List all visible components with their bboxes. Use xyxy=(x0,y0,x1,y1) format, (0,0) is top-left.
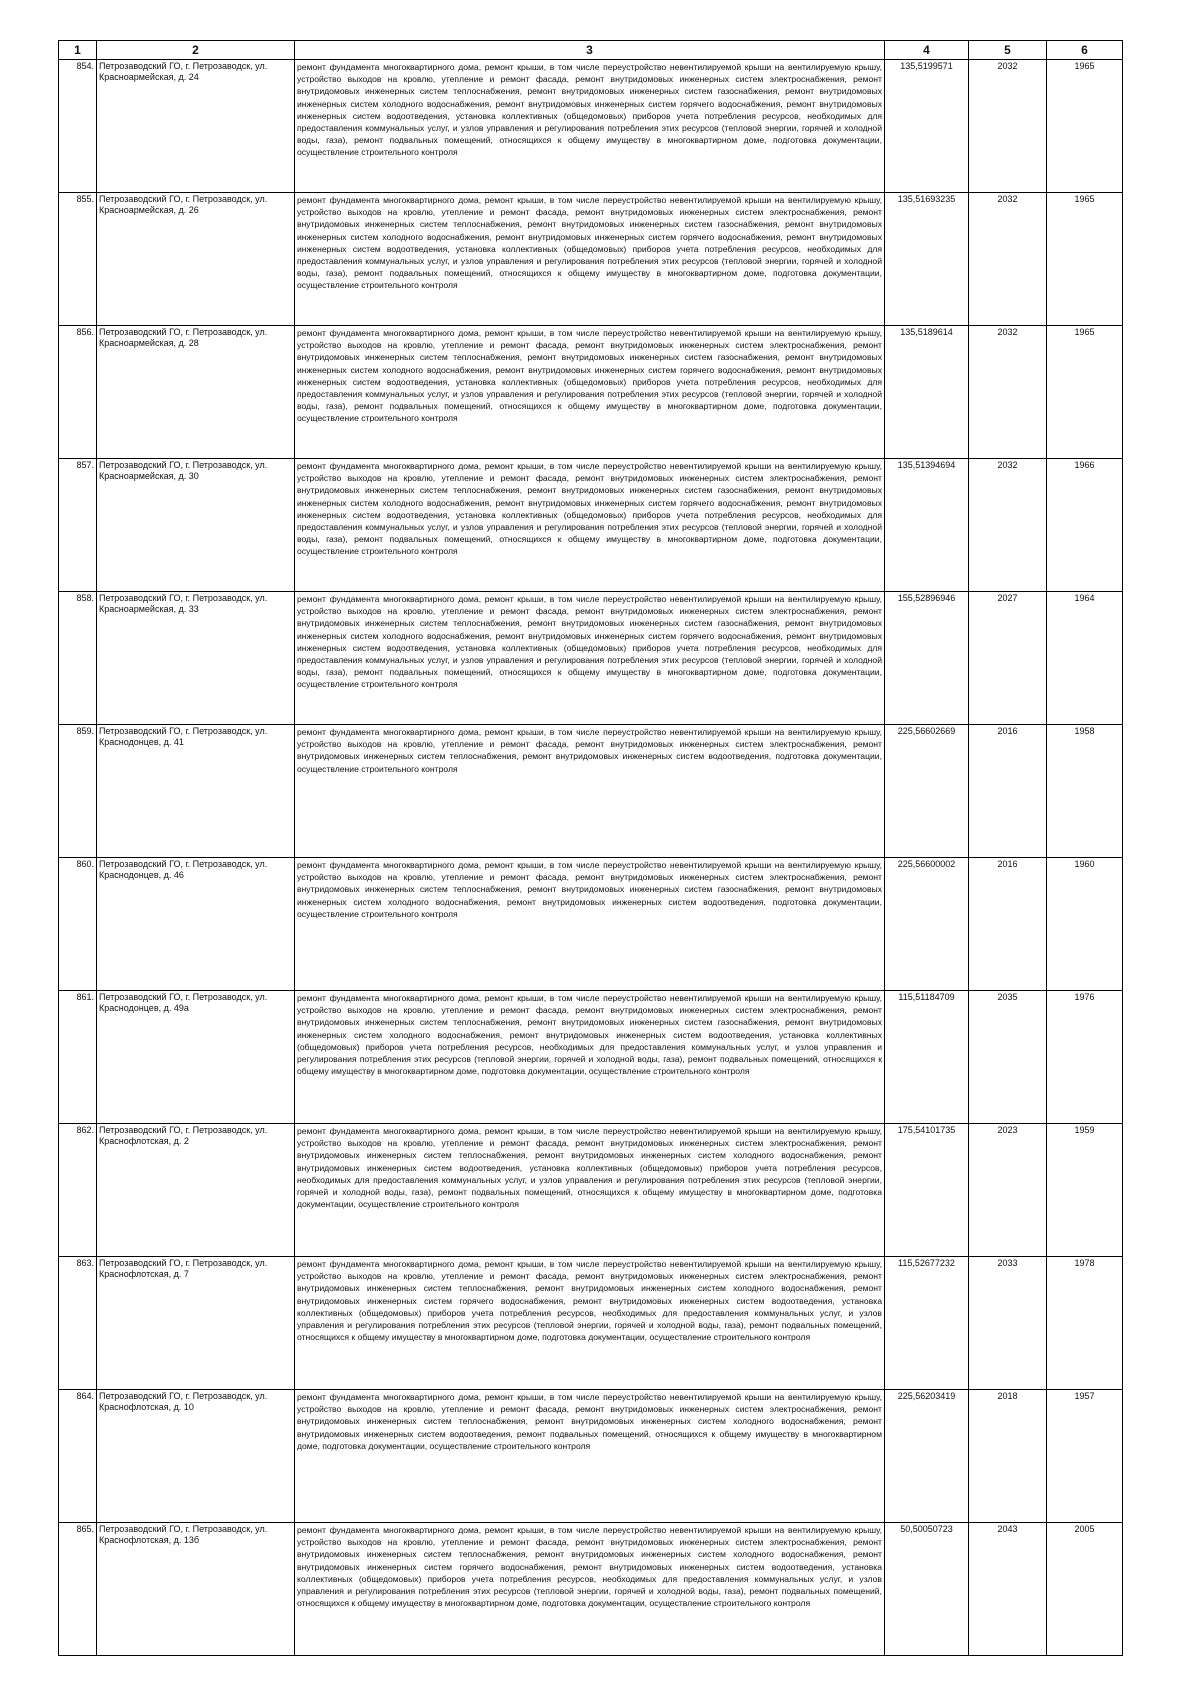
cost-cell: 135,5199571 xyxy=(885,60,969,193)
planned-year-cell: 2033 xyxy=(969,1257,1047,1390)
build-year-cell: 1957 xyxy=(1047,1390,1123,1523)
cost-cell: 115,51184709 xyxy=(885,991,969,1124)
planned-year-cell: 2032 xyxy=(969,459,1047,592)
address-cell: Петрозаводский ГО, г. Петрозаводск, ул. Краснофлотская, д. 2 xyxy=(97,1124,295,1257)
build-year-cell: 1978 xyxy=(1047,1257,1123,1390)
address-cell: Петрозаводский ГО, г. Петрозаводск, ул. Краснофлотская, д. 13б xyxy=(97,1523,295,1656)
cost-cell: 115,52677232 xyxy=(885,1257,969,1390)
works-list-cell: ремонт фундамента многоквартирного дома, ремонт крыши, в том числе переустройство невентилируемой крыши на вентилируемую крышу, устройство выходов на кровлю, утепление и ремонт фасада, ремонт внутридомовых инженерных систем электроснабжения, ремонт внутридомовых инженерных систем теплоснабжения, ремонт внутридомовых инженерных систем холодного водоснабжения, ремонт внутридомовых инженерных систем водоотведения, ремонт подвальных помещений, относящихся к общему имуществу в многоквартирном доме, подготовка документации, осуществление строительного контроля xyxy=(295,1390,885,1523)
planned-year-cell: 2043 xyxy=(969,1523,1047,1656)
works-list-cell: ремонт фундамента многоквартирного дома, ремонт крыши, в том числе переустройство невентилируемой крыши на вентилируемую крышу, устройство выходов на кровлю, утепление и ремонт фасада, ремонт внутридомовых инженерных систем электроснабжения, ремонт внутридомовых инженерных систем теплоснабжения, ремонт внутридомовых инженерных систем холодного водоснабжения, ремонт внутридомовых инженерных систем водоотведения, установка коллективных (общедомовых) приборов учета потребления ресурсов, необходимых для предоставления коммунальных услуг, и узлов управления и регулирования потребления этих ресурсов (тепловой энергии, горячей и холодной воды, газа), ремонт подвальных помещений, относящихся к общему имуществу в многоквартирном доме, подготовка документации, осуществление строительного контроля xyxy=(295,1124,885,1257)
works-list-cell: ремонт фундамента многоквартирного дома, ремонт крыши, в том числе переустройство невентилируемой крыши на вентилируемую крышу, устройство выходов на кровлю, утепление и ремонт фасада, ремонт внутридомовых инженерных систем электроснабжения, ремонт внутридомовых инженерных систем теплоснабжения, ремонт внутридомовых инженерных систем газоснабжения, ремонт внутридомовых инженерных систем холодного водоснабжения, ремонт внутридомовых инженерных систем горячего водоснабжения, ремонт внутридомовых инженерных систем водоотведения, установка коллективных (общедомовых) приборов учета потребления ресурсов, необходимых для предоставления коммунальных услуг, и узлов управления и регулирования потребления этих ресурсов (тепловой энергии, горячей и холодной воды, газа), ремонт подвальных помещений, относящихся к общему имуществу в многоквартирном доме, подготовка документации, осуществление строительного контроля xyxy=(295,193,885,326)
planned-year-cell: 2023 xyxy=(969,1124,1047,1257)
cost-cell: 155,52896946 xyxy=(885,592,969,725)
build-year-cell: 1958 xyxy=(1047,725,1123,858)
table-row xyxy=(59,991,1123,1124)
address-cell: Петрозаводский ГО, г. Петрозаводск, ул. Красноармейская, д. 26 xyxy=(97,193,295,326)
row-number-cell: 859. xyxy=(59,725,97,858)
row-number-cell: 863. xyxy=(59,1257,97,1390)
row-number-cell: 861. xyxy=(59,991,97,1124)
cost-cell: 225,56203419 xyxy=(885,1390,969,1523)
works-list-cell: ремонт фундамента многоквартирного дома, ремонт крыши, в том числе переустройство невентилируемой крыши на вентилируемую крышу, устройство выходов на кровлю, утепление и ремонт фасада, ремонт внутридомовых инженерных систем электроснабжения, ремонт внутридомовых инженерных систем теплоснабжения, ремонт внутридомовых инженерных систем холодного водоснабжения, ремонт внутридомовых инженерных систем горячего водоснабжения, ремонт внутридомовых инженерных систем водоотведения, установка коллективных (общедомовых) приборов учета потребления ресурсов, необходимых для предоставления коммунальных услуг, и узлов управления и регулирования потребления этих ресурсов (тепловой энергии, горячей и холодной воды, газа), ремонт подвальных помещений, относящихся к общему имуществу в многоквартирном доме, подготовка документации, осуществление строительного контроля xyxy=(295,1523,885,1656)
address-cell: Петрозаводский ГО, г. Петрозаводск, ул. Красноармейская, д. 33 xyxy=(97,592,295,725)
planned-year-cell: 2027 xyxy=(969,592,1047,725)
table-row xyxy=(59,1523,1123,1656)
planned-year-cell: 2032 xyxy=(969,193,1047,326)
table-row xyxy=(59,60,1123,193)
address-cell: Петрозаводский ГО, г. Петрозаводск, ул. Красноармейская, д. 30 xyxy=(97,459,295,592)
row-number-cell: 855. xyxy=(59,193,97,326)
cost-cell: 135,5189614 xyxy=(885,326,969,459)
planned-year-cell: 2035 xyxy=(969,991,1047,1124)
planned-year-cell: 2016 xyxy=(969,858,1047,991)
column-header-4: 4 xyxy=(885,41,969,60)
works-list-cell: ремонт фундамента многоквартирного дома, ремонт крыши, в том числе переустройство невентилируемой крыши на вентилируемую крышу, устройство выходов на кровлю, утепление и ремонт фасада, ремонт внутридомовых инженерных систем электроснабжения, ремонт внутридомовых инженерных систем теплоснабжения, ремонт внутридомовых инженерных систем газоснабжения, ремонт внутридомовых инженерных систем холодного водоснабжения, ремонт внутридомовых инженерных систем горячего водоснабжения, ремонт внутридомовых инженерных систем водоотведения, установка коллективных (общедомовых) приборов учета потребления ресурсов, необходимых для предоставления коммунальных услуг, и узлов управления и регулирования потребления этих ресурсов (тепловой энергии, горячей и холодной воды, газа), ремонт подвальных помещений, относящихся к общему имуществу в многоквартирном доме, подготовка документации, осуществление строительного контроля xyxy=(295,60,885,193)
build-year-cell: 1965 xyxy=(1047,60,1123,193)
works-list-cell: ремонт фундамента многоквартирного дома, ремонт крыши, в том числе переустройство невентилируемой крыши на вентилируемую крышу, устройство выходов на кровлю, утепление и ремонт фасада, ремонт внутридомовых инженерных систем электроснабжения, ремонт внутридомовых инженерных систем теплоснабжения, ремонт внутридомовых инженерных систем газоснабжения, ремонт внутридомовых инженерных систем холодного водоснабжения, ремонт внутридомовых инженерных систем горячего водоснабжения, ремонт внутридомовых инженерных систем водоотведения, установка коллективных (общедомовых) приборов учета потребления ресурсов, необходимых для предоставления коммунальных услуг, и узлов управления и регулирования потребления этих ресурсов (тепловой энергии, горячей и холодной воды, газа), ремонт подвальных помещений, относящихся к общему имуществу в многоквартирном доме, подготовка документации, осуществление строительного контроля xyxy=(295,592,885,725)
column-header-6: 6 xyxy=(1047,41,1123,60)
works-list-cell: ремонт фундамента многоквартирного дома, ремонт крыши, в том числе переустройство невентилируемой крыши на вентилируемую крышу, устройство выходов на кровлю, утепление и ремонт фасада, ремонт внутридомовых инженерных систем электроснабжения, ремонт внутридомовых инженерных систем теплоснабжения, ремонт внутридомовых инженерных систем газоснабжения, ремонт внутридомовых инженерных систем холодного водоснабжения, ремонт внутридомовых инженерных систем водоотведения, подготовка документации, осуществление строительного контроля xyxy=(295,858,885,991)
planned-year-cell: 2032 xyxy=(969,326,1047,459)
row-number-cell: 864. xyxy=(59,1390,97,1523)
row-number-cell: 854. xyxy=(59,60,97,193)
address-cell: Петрозаводский ГО, г. Петрозаводск, ул. Красноармейская, д. 24 xyxy=(97,60,295,193)
table-row xyxy=(59,326,1123,459)
table-row xyxy=(59,193,1123,326)
column-header-1: 1 xyxy=(59,41,97,60)
row-number-cell: 865. xyxy=(59,1523,97,1656)
table-row xyxy=(59,1390,1123,1523)
table-body xyxy=(59,60,1123,1656)
row-number-cell: 856. xyxy=(59,326,97,459)
planned-year-cell: 2018 xyxy=(969,1390,1047,1523)
build-year-cell: 1976 xyxy=(1047,991,1123,1124)
build-year-cell: 2005 xyxy=(1047,1523,1123,1656)
row-number-cell: 862. xyxy=(59,1124,97,1257)
row-number-cell: 860. xyxy=(59,858,97,991)
build-year-cell: 1959 xyxy=(1047,1124,1123,1257)
build-year-cell: 1960 xyxy=(1047,858,1123,991)
table-row xyxy=(59,725,1123,858)
build-year-cell: 1965 xyxy=(1047,326,1123,459)
table-row xyxy=(59,858,1123,991)
cost-cell: 135,51693235 xyxy=(885,193,969,326)
cost-cell: 225,56600002 xyxy=(885,858,969,991)
row-number-cell: 858. xyxy=(59,592,97,725)
cost-cell: 135,51394694 xyxy=(885,459,969,592)
row-number-cell: 857. xyxy=(59,459,97,592)
cost-cell: 225,56602669 xyxy=(885,725,969,858)
build-year-cell: 1964 xyxy=(1047,592,1123,725)
table-row xyxy=(59,459,1123,592)
table-row xyxy=(59,1257,1123,1390)
address-cell: Петрозаводский ГО, г. Петрозаводск, ул. Краснофлотская, д. 10 xyxy=(97,1390,295,1523)
cost-cell: 175,54101735 xyxy=(885,1124,969,1257)
table-row xyxy=(59,1124,1123,1257)
works-list-cell: ремонт фундамента многоквартирного дома, ремонт крыши, в том числе переустройство невентилируемой крыши на вентилируемую крышу, устройство выходов на кровлю, утепление и ремонт фасада, ремонт внутридомовых инженерных систем электроснабжения, ремонт внутридомовых инженерных систем теплоснабжения, ремонт внутридомовых инженерных систем газоснабжения, ремонт внутридомовых инженерных систем холодного водоснабжения, ремонт внутридомовых инженерных систем водоотведения, установка коллективных (общедомовых) приборов учета потребления ресурсов, необходимых для предоставления коммунальных услуг, и узлов управления и регулирования потребления этих ресурсов (тепловой энергии, горячей и холодной воды, газа), ремонт подвальных помещений, относящихся к общему имуществу в многоквартирном доме, подготовка документации, осуществление строительного контроля xyxy=(295,991,885,1124)
cost-cell: 50,50050723 xyxy=(885,1523,969,1656)
column-header-2: 2 xyxy=(97,41,295,60)
planned-year-cell: 2016 xyxy=(969,725,1047,858)
header-row xyxy=(59,41,1123,60)
works-list-cell: ремонт фундамента многоквартирного дома, ремонт крыши, в том числе переустройство невентилируемой крыши на вентилируемую крышу, устройство выходов на кровлю, утепление и ремонт фасада, ремонт внутридомовых инженерных систем электроснабжения, ремонт внутридомовых инженерных систем теплоснабжения, ремонт внутридомовых инженерных систем газоснабжения, ремонт внутридомовых инженерных систем холодного водоснабжения, ремонт внутридомовых инженерных систем горячего водоснабжения, ремонт внутридомовых инженерных систем водоотведения, установка коллективных (общедомовых) приборов учета потребления ресурсов, необходимых для предоставления коммунальных услуг, и узлов управления и регулирования потребления этих ресурсов (тепловой энергии, горячей и холодной воды, газа), ремонт подвальных помещений, относящихся к общему имуществу в многоквартирном доме, подготовка документации, осуществление строительного контроля xyxy=(295,326,885,459)
column-header-5: 5 xyxy=(969,41,1047,60)
works-list-cell: ремонт фундамента многоквартирного дома, ремонт крыши, в том числе переустройство невентилируемой крыши на вентилируемую крышу, устройство выходов на кровлю, утепление и ремонт фасада, ремонт внутридомовых инженерных систем электроснабжения, ремонт внутридомовых инженерных систем теплоснабжения, ремонт внутридомовых инженерных систем газоснабжения, ремонт внутридомовых инженерных систем холодного водоснабжения, ремонт внутридомовых инженерных систем горячего водоснабжения, ремонт внутридомовых инженерных систем водоотведения, установка коллективных (общедомовых) приборов учета потребления ресурсов, необходимых для предоставления коммунальных услуг, и узлов управления и регулирования потребления этих ресурсов (тепловой энергии, горячей и холодной воды, газа), ремонт подвальных помещений, относящихся к общему имуществу в многоквартирном доме, подготовка документации, осуществление строительного контроля xyxy=(295,459,885,592)
build-year-cell: 1965 xyxy=(1047,193,1123,326)
address-cell: Петрозаводский ГО, г. Петрозаводск, ул. Краснодонцев, д. 41 xyxy=(97,725,295,858)
table-row xyxy=(59,592,1123,725)
address-cell: Петрозаводский ГО, г. Петрозаводск, ул. Краснодонцев, д. 46 xyxy=(97,858,295,991)
works-list-cell: ремонт фундамента многоквартирного дома, ремонт крыши, в том числе переустройство невентилируемой крыши на вентилируемую крышу, устройство выходов на кровлю, утепление и ремонт фасада, ремонт внутридомовых инженерных систем электроснабжения, ремонт внутридомовых инженерных систем теплоснабжения, ремонт внутридомовых инженерных систем водоотведения, подготовка документации, осуществление строительного контроля xyxy=(295,725,885,858)
address-cell: Петрозаводский ГО, г. Петрозаводск, ул. Краснодонцев, д. 49а xyxy=(97,991,295,1124)
address-cell: Петрозаводский ГО, г. Петрозаводск, ул. Краснофлотская, д. 7 xyxy=(97,1257,295,1390)
table-header xyxy=(59,41,1123,60)
build-year-cell: 1966 xyxy=(1047,459,1123,592)
column-header-3: 3 xyxy=(295,41,885,60)
address-cell: Петрозаводский ГО, г. Петрозаводск, ул. Красноармейская, д. 28 xyxy=(97,326,295,459)
planned-year-cell: 2032 xyxy=(969,60,1047,193)
housing-repair-table xyxy=(58,40,1123,1656)
works-list-cell: ремонт фундамента многоквартирного дома, ремонт крыши, в том числе переустройство невентилируемой крыши на вентилируемую крышу, устройство выходов на кровлю, утепление и ремонт фасада, ремонт внутридомовых инженерных систем электроснабжения, ремонт внутридомовых инженерных систем теплоснабжения, ремонт внутридомовых инженерных систем холодного водоснабжения, ремонт внутридомовых инженерных систем горячего водоснабжения, ремонт внутридомовых инженерных систем водоотведения, установка коллективных (общедомовых) приборов учета потребления ресурсов, необходимых для предоставления коммунальных услуг, и узлов управления и регулирования потребления этих ресурсов (тепловой энергии, горячей и холодной воды, газа), ремонт подвальных помещений, относящихся к общему имуществу в многоквартирном доме, подготовка документации, осуществление строительного контроля xyxy=(295,1257,885,1390)
